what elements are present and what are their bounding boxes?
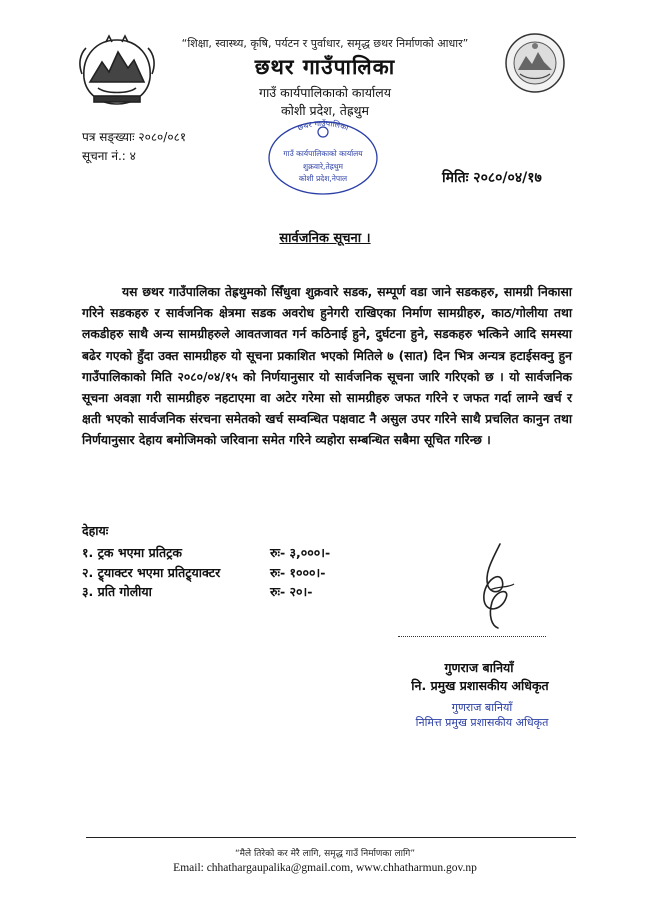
header-motto: “शिक्षा, स्वास्थ्य, कृषि, पर्यटन र पुर्वाधार, समृद्ध छथर निर्माणको आधार” — [181, 37, 469, 50]
notice-date: मितिः २०८०/०४/१७ — [442, 170, 542, 186]
stamp-text-line4: कोशी प्रदेश,नेपाल — [298, 174, 348, 183]
office-stamp — [264, 118, 382, 198]
footer-contact: Email: chhathargaupalika@gmail.com, www.chhatharmun.gov.np — [173, 862, 477, 874]
office-name: गाउँ कार्यपालिकाको कार्यालय — [259, 85, 391, 100]
handwritten-signature — [462, 540, 532, 632]
fee-item-label: २. ट्र्याक्टर भएमा प्रतिट्र्याक्टर — [82, 565, 221, 580]
office-address: कोशी प्रदेश, तेह्रथुम — [281, 103, 369, 118]
footer-slogan: “मैले तिरेको कर मेरै लागि, समृद्ध गाउँ निर्माणका लागि” — [234, 849, 416, 859]
fees-heading: देहायः — [82, 523, 109, 538]
signatory-name: गुणराज बानियाँ — [444, 660, 514, 675]
notice-title: सार्वजनिक सूचना । — [279, 231, 371, 246]
signatory-title: नि. प्रमुख प्रशासकीय अधिकृत — [411, 678, 549, 693]
footer-divider — [86, 837, 576, 838]
signature-line — [398, 636, 546, 637]
fee-item-label: १. ट्रक भएमा प्रतिट्रक — [82, 545, 182, 560]
notice-number: सूचना नं.: ४ — [82, 149, 136, 163]
fee-item-amount: रुः- १०००।- — [270, 565, 326, 580]
svg-text:छथर गाउँपालिका — [296, 118, 350, 133]
stamp-text-line3: शुक्रवारे,तेह्रथुम — [303, 162, 343, 171]
stamp-text-line2: गाउँ कार्यपालिकाको कार्यालय — [283, 149, 363, 158]
stamp-text-line1: छथर गाउँपालिका — [296, 118, 350, 133]
signatory-stamp-title: निमित्त प्रमुख प्रशासकीय अधिकृत — [415, 716, 549, 729]
municipality-name: छथर गाउँपालिका — [254, 55, 396, 79]
fee-item-amount: रुः- ३,०००।- — [270, 545, 331, 560]
notice-body: यस छथर गाउँपालिका तेह्रथुमको सिँधुवा शुक्रवारे सडक, सम्पूर्ण वडा जाने सडकहरु, सामग्री निकासा गरिने सडकहरु र सार्वजनिक क्षेत्रमा सडक अवरोध हुनेगरी राखिएका निर्माण सामग्रीहरु, काठ/गोलीया तथा लकडीहरु साथै अन्य सामग्रीहरुले आवतजावत गर्न कठिनाई हुने, दुर्घटना हुने, सडकहरु भत्किने आदि समस्या बढेर गएको हुँदा उक्त सामग्रीहरु यो सूचना प्रकाशित भएको मितिले ७ (सात) दिन भित्र अन्यत्र हटाईसक्नु हुन गाउँपालिकाको मिति २०८०/०४/१५ को निर्णयानुसार यो सार्वजनिक सूचना जारि गरिएको छ । यो सार्वजनिक सूचना अवज्ञा गरी सामग्रीहरु नहटाएमा वा अटेर गरेमा सो सामग्रीहरु जफत गरिने र जफत गर्दा लाग्ने खर्च र क्षती भएको सार्वजनिक संरचना समेतको खर्च सम्वन्धित पक्षवाट नै असुल उपर गरिने साथै प्रचलित कानुन तथा निर्णयानुसार देहाय बमोजिमको जरिवाना समेत गरिने व्यहोरा सम्बन्धित सबैमा सूचित गरिन्छ । — [82, 285, 572, 448]
letter-number: पत्र सङ्ख्याः २०८०/०८१ — [82, 130, 187, 144]
signatory-stamp-name: गुणराज बानियाँ — [451, 701, 513, 714]
fee-item-amount: रुः- २०।- — [270, 584, 313, 599]
fee-item-label: ३. प्रति गोलीया — [82, 584, 152, 599]
